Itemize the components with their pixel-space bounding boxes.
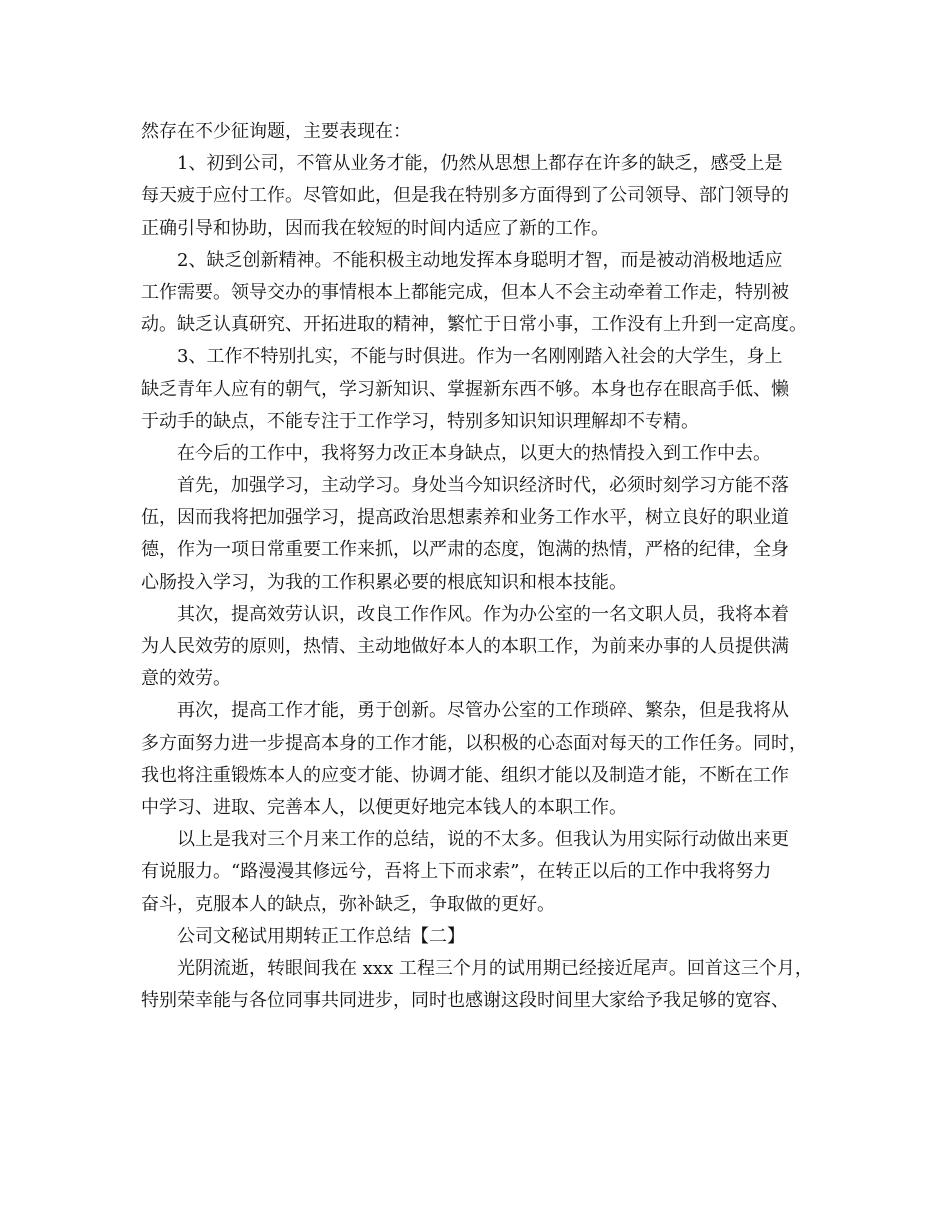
- text-line: 中学习、进取、完善本人，以便更好地完本钱人的本职工作。: [141, 796, 627, 818]
- text-line: 以上是我对三个月来工作的总结，说的不太多。但我认为用实际行动做出来更: [177, 829, 789, 851]
- text-line: 光阴流逝，转眼间我在 xxx 工程三个月的试用期已经接近尾声。回首这三个月，: [177, 957, 813, 979]
- text-line: 心肠投入学习，为我的工作积累必要的根底知识和根本技能。: [141, 571, 627, 593]
- text-line: 3、工作不特别扎实，不能与时俱进。作为一名刚刚踏入社会的大学生，身上: [177, 346, 783, 368]
- text-line: 于动手的缺点，不能专注于工作学习，特别多知识知识理解却不专精。: [141, 410, 699, 432]
- text-line: 2、缺乏创新精神。不能积极主动地发挥本身聪明才智，而是被动消极地适应: [177, 249, 783, 271]
- text-line: 我也将注重锻炼本人的应变才能、协调才能、组织才能以及制造才能，不断在工作: [141, 764, 789, 786]
- text-line: 首先，加强学习，主动学习。身处当今知识经济时代，必须时刻学习方能不落: [177, 475, 789, 497]
- text-line: 德，作为一项日常重要工作来抓，以严肃的态度，饱满的热情，严格的纪律，全身: [141, 539, 789, 561]
- text-line: 有说服力。“路漫漫其修远兮，吾将上下而求索”，在转正以后的工作中我将努力: [141, 861, 772, 883]
- text-line: 在今后的工作中，我将努力改正本身缺点，以更大的热情投入到工作中去。: [177, 442, 771, 464]
- text-line: 公司文秘试用期转正工作总结【二】: [177, 925, 465, 947]
- text-line: 再次，提高工作才能，勇于创新。尽管办公室的工作琐碎、繁杂，但是我将从: [177, 700, 789, 722]
- text-line: 每天疲于应付工作。尽管如此，但是我在特别多方面得到了公司领导、部门领导的: [141, 185, 789, 207]
- text-line: 正确引导和协助，因而我在较短的时间内适应了新的工作。: [141, 217, 609, 239]
- text-line: 1、初到公司，不管从业务才能，仍然从思想上都存在许多的缺乏，感受上是: [177, 153, 783, 175]
- text-line: 伍，因而我将把加强学习，提高政治思想素养和业务工作水平，树立良好的职业道: [141, 507, 789, 529]
- text-line: 奋斗，克服本人的缺点，弥补缺乏，争取做的更好。: [141, 893, 555, 915]
- text-line: 特别荣幸能与各位同事共同进步，同时也感谢这段时间里大家给予我足够的宽容、: [141, 990, 789, 1012]
- text-line: 工作需要。领导交办的事情根本上都能完成，但本人不会主动牵着工作走，特别被: [141, 281, 789, 303]
- text-line: 多方面努力进一步提高本身的工作才能，以积极的心态面对每天的工作任务。同时，: [141, 732, 807, 754]
- text-line: 其次，提高效劳认识，改良工作作风。作为办公室的一名文职人员，我将本着: [177, 603, 789, 625]
- text-line: 为人民效劳的原则，热情、主动地做好本人的本职工作，为前来办事的人员提供满: [141, 636, 789, 657]
- text-line: 缺乏青年人应有的朝气，学习新知识、掌握新东西不够。本身也存在眼高手低、懒: [141, 378, 789, 400]
- document-body: [141, 116, 821, 1017]
- text-line: 意的效劳。: [141, 668, 231, 690]
- text-line: 动。缺乏认真研究、开拓进取的精神，繁忙于日常小事，工作没有上升到一定高度。: [141, 314, 807, 336]
- text-line: 然存在不少征询题，主要表现在：: [141, 121, 411, 142]
